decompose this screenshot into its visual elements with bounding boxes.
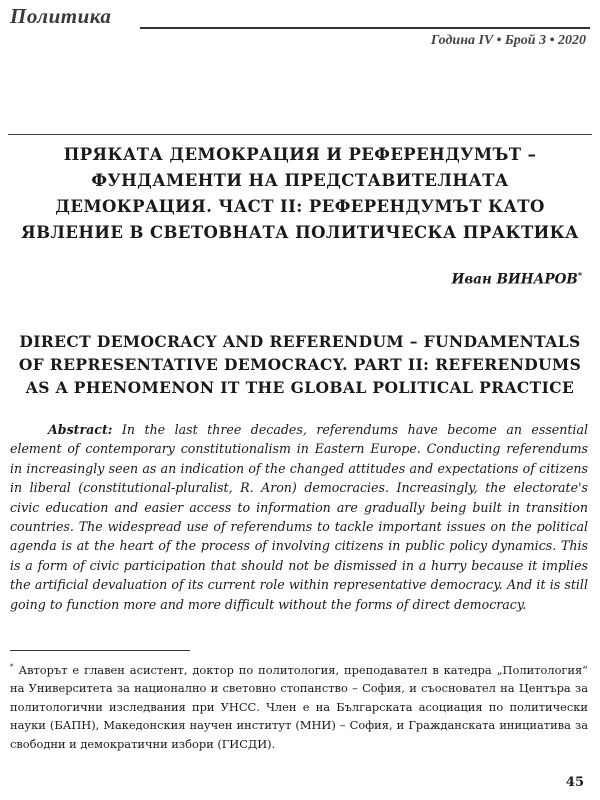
issue-info: Година IV • Брой 3 • 2020 xyxy=(430,33,586,48)
abstract-label: Abstract: xyxy=(48,422,113,437)
footnote-text: Авторът е главен асистент, доктор по политология, преподавател в катедра „Политология“ на Университета за национално и световно стопанство – София, и съосновател на Центъра за политологични изследвания при УНСС. Член е на Българската асоциация по политически науки (БАПН), Македонския научен институт (МНИ) – София, и Гражданската инициатива за свободни и демократични избори (ГИСДИ). xyxy=(10,662,588,751)
abstract-text: In the last three decades, referendums have become an essential element of contemporary constitutionalism in Eastern Europe. Conducting referendums in increasingly seen as an indication of the changed attitudes and expectations of citizens in liberal (constitutional-pluralist, R. Aron) democracies. Increasingly, the electorate's civic education and easier access to information are gradually being built in transition countries. The widespread use of referendums to tackle important issues on the political agenda is at the heart of the process of involving citizens in public policy dynamics. This is a form of civic participation that should not be dismissed in a hurry because it implies the artificial devaluation of its current role within representative democracy. And it is still going to function more and more difficult without the forms of direct democracy. xyxy=(10,422,588,612)
author-line xyxy=(452,270,582,288)
title-divider xyxy=(8,134,592,135)
header-rule xyxy=(140,27,590,29)
footnote-rule xyxy=(10,650,190,651)
footnote-mark: * xyxy=(10,663,14,671)
abstract-paragraph xyxy=(10,420,588,614)
author-footnote-mark[interactable]: * xyxy=(577,270,582,280)
article-title-en: DIRECT DEMOCRACY AND REFERENDUM – FUNDAMENTALS OF REPRESENTATIVE DEMOCRACY. PART II: REFERENDUMS AS A PHENOMENON IT THE GLOBAL POLITICAL PRACTICE xyxy=(18,332,582,397)
footnote xyxy=(10,658,588,753)
page-number: 45 xyxy=(565,775,584,790)
journal-title: Политика xyxy=(10,4,112,28)
article-title-bg: ПРЯКАТА ДЕМОКРАЦИЯ И РЕФЕРЕНДУМЪТ – ФУНДАМЕНТИ НА ПРЕДСТАВИТЕЛНАТА ДЕМОКРАЦИЯ. ЧАСТ II: РЕФЕРЕНДУМЪТ КАТО ЯВЛЕНИЕ В СВЕТОВНАТА ПОЛИТИЧЕСКА ПРАКТИКА xyxy=(21,145,579,242)
author-name: Иван ВИНАРОВ xyxy=(451,271,578,288)
